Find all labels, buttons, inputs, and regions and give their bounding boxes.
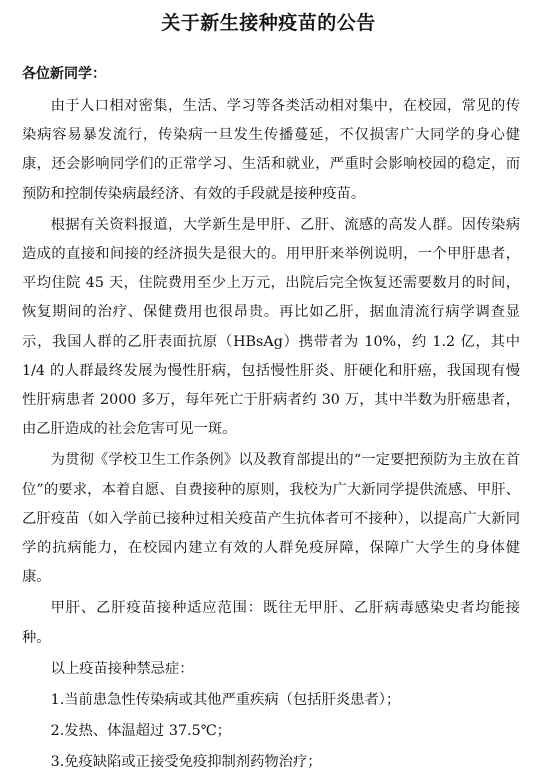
contraindication-item: 1.当前患急性传染病或其他严重疾病（包括肝炎患者）； bbox=[50, 692, 401, 709]
paragraph-background: 由于人口相对密集，生活、学习等各类活动相对集中，在校园，常见的传染病容易暴发流行，传染病一旦发生传播蔓延，不仅损害广大同学的身心健康，还会影响同学们的正常学习、生活和就业，严重时会影响校园的稳定，而预防和控制传染病最经济、有效的手段就是接种疫苗。 bbox=[22, 98, 520, 202]
contraindication-item: 3.免疫缺陷或正接受免疫抑制剂药物治疗； bbox=[50, 754, 322, 771]
paragraph-eligibility: 甲肝、乙肝疫苗接种适应范围：既往无甲肝、乙肝病毒感染史者均能接种。 bbox=[22, 600, 520, 646]
paragraph-contraindications-heading: 以上疫苗接种禁忌症： bbox=[50, 660, 194, 677]
salutation: 各位新同学： bbox=[22, 66, 106, 82]
paragraph-statistics: 根据有关资料报道，大学新生是甲肝、乙肝、流感的高发人群。因传染病造成的直接和间接的经济损失是很大的。用甲肝来举例说明，一个甲肝患者，平均住院 45 天，住院费用至少上万元，出院后完全恢复还需要数月的时间，恢复期间的治疗、保健费用也很昂贵。再比如乙肝，据血清流行病学调查显示，我国人群的乙肝表面抗原（HBsAg）携带者为 10%，约 1.2 亿，其中 1/4 的人群最终发展为慢性肝病，包括慢性肝炎、肝硬化和肝癌，我国现有慢性肝病患者 2000 多万，每年死亡于肝病者约 30 万，其中半数为肝癌患者，由乙肝造成的社会危害可见一斑。 bbox=[22, 216, 520, 438]
contraindication-item: 2.发热、体温超过 37.5℃； bbox=[50, 723, 231, 740]
notice-body bbox=[22, 92, 520, 780]
paragraph-policy: 为贯彻《学校卫生工作条例》以及教育部提出的“一定要把预防为主放在首位”的要求，本着自愿、自费接种的原则，我校为广大新同学提供流感、甲肝、乙肝疫苗（如入学前已接种过相关疫苗产生抗体者可不接种），以提高广大新同学的抗病能力，在校园内建立有效的人群免疫屏障，保障广大学生的身体健康。 bbox=[22, 452, 520, 586]
notice-title: 关于新生接种疫苗的公告 bbox=[161, 12, 376, 34]
